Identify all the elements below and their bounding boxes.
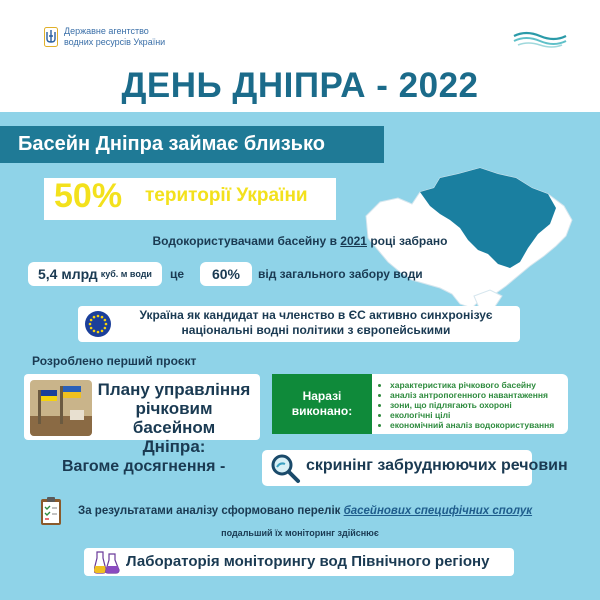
percent-description: від загального забору води	[258, 267, 423, 281]
water-use-start: Водокористувачами басейну в	[152, 234, 341, 248]
agency-name-line1: Державне агентство	[64, 26, 149, 36]
plan-title-line1: Плану управління	[97, 380, 251, 399]
screening-text: скринінг забруднюючих речовин	[306, 457, 568, 474]
done-list-item: • аналіз антропогенного навантаження	[390, 390, 568, 400]
done-list-item: • екологічні цілі	[390, 410, 568, 420]
share-text: території України	[145, 185, 308, 206]
result-text-start: За результатами аналізу сформовано перелік	[78, 505, 344, 517]
done-list-item: • зони, що підлягають охороні	[390, 400, 568, 410]
is-word: це	[170, 267, 185, 281]
magnifier-icon	[268, 452, 302, 484]
plan-title	[94, 380, 254, 456]
trident-icon	[44, 27, 58, 47]
monitoring-text: подальший їх моніторинг здійснює	[221, 528, 379, 538]
share-percent: 50%	[54, 177, 123, 215]
agency-logo	[44, 26, 165, 48]
page-title: ДЕНЬ ДНІПРА - 2022	[121, 66, 479, 105]
achievement-label: Вагоме досягнення -	[62, 458, 226, 475]
eu-flag-icon	[84, 310, 112, 338]
waves-logo-icon	[512, 28, 568, 48]
done-list-box	[372, 374, 568, 434]
basin-banner: Басейн Дніпра займає близько	[0, 126, 384, 163]
water-use-year: 2021	[340, 234, 367, 248]
eu-text	[116, 308, 516, 338]
done-list-item: • характеристика річкового басейну	[390, 380, 568, 390]
plan-title-line3: Дніпра:	[142, 437, 206, 456]
agency-name-line2: водних ресурсів України	[64, 37, 166, 47]
clipboard-icon	[40, 496, 62, 526]
done-list	[372, 374, 568, 430]
volume-unit: куб. м води	[100, 269, 152, 279]
eu-text-line1: Україна як кандидат на членство в ЄС активно синхронізує	[139, 308, 493, 322]
eu-text-line2: національні водні політики з європейськими	[181, 323, 451, 337]
done-label-box	[272, 374, 372, 434]
meeting-photo	[30, 380, 92, 436]
plan-intro: Розроблено перший проєкт	[32, 354, 197, 368]
header-area	[0, 0, 600, 112]
result-text	[78, 505, 532, 517]
percent-pill: 60%	[200, 262, 252, 286]
lab-text: Лабораторія моніторингу вод Північного регіону	[126, 553, 490, 570]
flask-icon	[94, 550, 120, 574]
agency-name	[64, 26, 165, 48]
done-list-item: • економічний аналіз водокористування	[390, 420, 568, 430]
water-use-line	[0, 234, 600, 248]
basin-compounds-link[interactable]: басейнових специфічних сполук	[343, 505, 533, 517]
done-label-line2: виконано:	[291, 404, 353, 418]
volume-pill	[28, 262, 162, 286]
water-use-end: році забрано	[366, 234, 448, 248]
plan-title-line2: річковим басейном	[132, 399, 216, 437]
volume-value: 5,4 млрд	[38, 266, 98, 282]
done-label-line1: Наразі	[302, 389, 342, 403]
